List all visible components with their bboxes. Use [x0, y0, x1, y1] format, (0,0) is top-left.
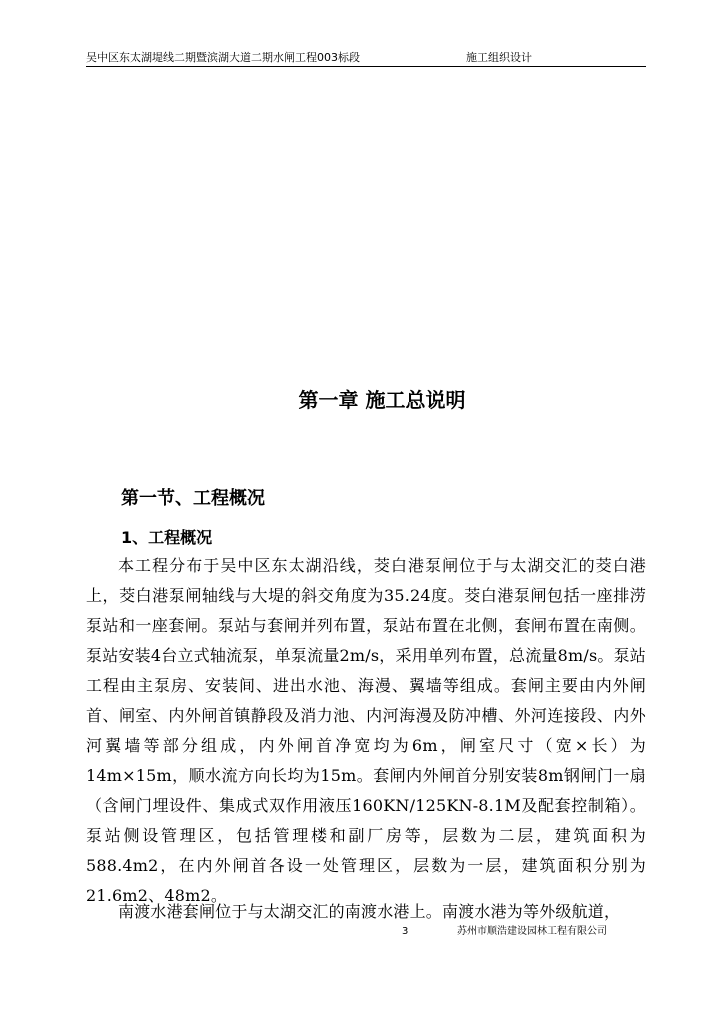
- chapter-title: 第一章 施工总说明: [298, 388, 466, 412]
- header-divider: [86, 66, 646, 67]
- header-project-name: 吴中区东太湖堤线二期暨滨湖大道二期水闸工程003标段: [86, 51, 360, 64]
- body-paragraph: 南渡水港套闸位于与太湖交汇的南渡水港上。南渡水港为等外级航道，: [118, 902, 621, 921]
- page-number: 3: [402, 926, 409, 937]
- subsection-title: 1、工程概况: [121, 528, 213, 547]
- section-title: 第一节、工程概况: [121, 488, 265, 509]
- header-doc-type: 施工组织设计: [466, 51, 532, 64]
- page-footer: [0, 925, 724, 941]
- body-paragraph: 本工程分布于吴中区东太湖沿线，茭白港泵闸位于与太湖交汇的茭白港上，茭白港泵闸轴线与大堤的斜交角度为35.24度。茭白港泵闸包括一座排涝泵站和一座套闸。泵站与套闸并列布置，泵站布置在北侧，套闸布置在南侧。泵站安装4台立式轴流泵，单泵流量2m/s，采用单列布置，总流量8m/s。泵站工程由主泵房、安装间、进出水池、海漫、翼墙等组成。套闸主要由内外闸首、闸室、内外闸首镇静段及消力池、内河海漫及防冲槽、外河连接段、内外河翼墙等部分组成，内外闸首净宽均为6m，闸室尺寸（宽×长）为14m×15m，顺水流方向长均为15m。套闸内外闸首分别安装8m钢闸门一扇（含闸门埋设件、集成式双作用液压160KN/125KN-8.1M及配套控制箱）。泵站侧设管理区，包括管理楼和副厂房等，层数为二层，建筑面积为588.4m2，在内外闸首各设一处管理区，层数为一层，建筑面积分别为21.6m2、48m2。: [86, 556, 646, 905]
- footer-company: 苏州市顺浩建设园林工程有限公司: [457, 926, 607, 937]
- page-header: [86, 50, 646, 67]
